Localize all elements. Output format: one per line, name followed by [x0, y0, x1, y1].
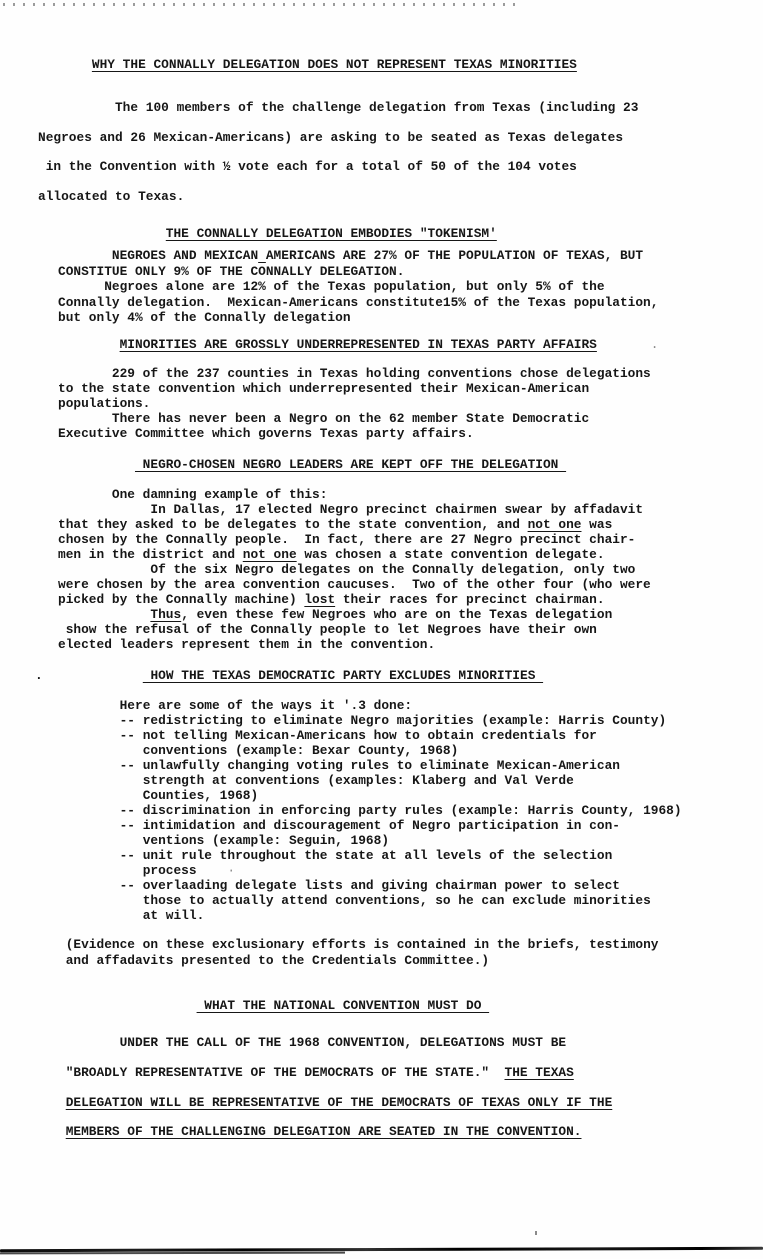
text-run: Executive Committee which governs Texas party affairs.	[58, 426, 474, 441]
negro-leaders-paragraphs	[58, 487, 651, 652]
heading-underrepresented	[58, 337, 658, 352]
underlined-text: THE CONNALLY DELEGATION EMBODIES "TOKENISM'	[165, 226, 497, 241]
text-line	[58, 1117, 612, 1147]
text-line	[58, 878, 682, 893]
text-run: -- unit rule throughout the state at all levels of the selection	[119, 848, 613, 863]
text-run: process	[142, 863, 197, 878]
text-line	[58, 908, 682, 923]
underlined-text: MINORITIES ARE GROSSLY UNDERREPRESENTED IN TEXAS PARTY AFFAIRS	[119, 337, 597, 352]
text-run: "BROADLY REPRESENTATIVE OF THE DEMOCRATS OF THE STATE."	[65, 1064, 505, 1080]
heading-line	[38, 57, 577, 72]
underlined-text: lost	[304, 592, 336, 607]
text-line	[58, 532, 651, 547]
text-run: -- unlawfully changing voting rules to eliminate Mexican-American	[119, 758, 620, 773]
text-line	[58, 396, 651, 411]
text-line	[58, 848, 682, 863]
text-run: was chosen a state convention delegate.	[296, 547, 605, 562]
text-run: elected leaders represent them in the convention.	[58, 637, 436, 652]
text-run: Counties, 1968)	[142, 788, 259, 803]
text-run: The 100 members of the challenge delegation from Texas (including 23	[114, 100, 639, 115]
text-run: populations.	[58, 396, 151, 411]
text-line	[58, 366, 651, 381]
text-run: were chosen by the area convention caucuses. Two of the other four (who were	[58, 577, 651, 592]
evidence-note	[58, 937, 658, 968]
text-run: There has never been a Negro on the 62 member State Democratic	[111, 411, 590, 426]
underlined-text: HOW THE TEXAS DEMOCRATIC PARTY EXCLUDES MINORITIES	[142, 668, 544, 683]
text-run: and affadavits presented to the Credentials Committee.)	[65, 952, 490, 968]
text-run: -- redistricting to eliminate Negro majorities (example: Harris County)	[119, 713, 667, 728]
text-run: at will.	[142, 908, 205, 923]
heading-negro-leaders	[58, 457, 566, 472]
text-run: but only 4% of the Connally delegation	[58, 310, 351, 325]
text-line	[58, 411, 651, 426]
text-line	[38, 123, 638, 153]
text-line	[58, 758, 682, 773]
stray-mark	[535, 1231, 537, 1235]
tokenism-paragraphs	[58, 248, 658, 326]
text-line	[58, 743, 682, 758]
text-line	[58, 248, 658, 264]
text-run: CONSTITUE ONLY 9% OF THE CONNALLY DELEGATION.	[58, 263, 405, 279]
text-line	[58, 1028, 612, 1058]
text-run: show the refusal of the Connally people to let Negroes have their own	[65, 622, 597, 637]
underrepresented-paragraphs	[58, 366, 651, 441]
bottom-scan-line-2	[0, 1252, 345, 1254]
text-line	[38, 182, 638, 212]
text-run: strength at conventions (examples: Klaberg and Val Verde	[142, 773, 574, 788]
text-run: ventions (example: Seguin, 1968)	[142, 833, 390, 848]
text-line	[58, 502, 651, 517]
text-run: In Dallas, 17 elected Negro precinct chairmen swear by affadavit	[150, 502, 644, 517]
text-line	[58, 426, 651, 441]
text-line	[58, 833, 682, 848]
text-run: Of the six Negro delegates on the Connally delegation, only two	[150, 562, 636, 577]
underlined-text: not one	[242, 547, 297, 562]
text-line	[58, 803, 682, 818]
text-run: Connally delegation. Mexican-Americans constitute15% of the Texas population,	[58, 294, 659, 310]
text-line	[58, 698, 682, 713]
text-run: to the state convention which underrepresented their Mexican-American	[58, 381, 590, 396]
page-title	[38, 57, 577, 72]
text-run: NEGROES AND MEXICAN	[111, 248, 259, 263]
text-run: that they asked to be delegates to the state convention, and	[58, 517, 528, 532]
text-line	[58, 1058, 612, 1088]
text-run: , even these few Negroes who are on the Texas delegation	[181, 607, 613, 622]
text-run: UNDER THE CALL OF THE 1968 CONVENTION, DELEGATIONS MUST BE	[119, 1035, 567, 1050]
underlined-text: DELEGATION WILL BE REPRESENTATIVE OF THE DEMOCRATS OF TEXAS ONLY IF THE	[65, 1094, 613, 1110]
text-line	[58, 893, 682, 908]
text-line	[58, 295, 658, 311]
text-run: -- intimidation and discouragement of Negro participation in con-	[119, 818, 620, 833]
underlined-text: WHAT THE NATIONAL CONVENTION MUST DO	[196, 998, 490, 1013]
top-dotted-line	[3, 3, 519, 6]
underlined-text: THE TEXAS	[504, 1064, 574, 1080]
underlined-text: WHY THE CONNALLY DELEGATION DOES NOT REPRESENT TEXAS MINORITIES	[91, 57, 577, 72]
heading-line	[58, 457, 566, 472]
text-line	[58, 310, 658, 326]
text-line	[58, 713, 682, 728]
text-line	[38, 152, 638, 182]
text-line	[58, 863, 682, 878]
text-line	[58, 279, 658, 295]
text-line	[58, 1088, 612, 1118]
heading-convention-must-do	[58, 998, 489, 1013]
text-run: allocated to Texas.	[38, 188, 185, 204]
bottom-scan-line	[0, 1247, 763, 1252]
heading-line	[58, 337, 658, 352]
text-run: chosen by the Connally people. In fact, there are 27 Negro precinct chair-	[58, 532, 636, 547]
text-line	[58, 264, 658, 280]
underlined-text: NEGRO-CHOSEN NEGRO LEADERS ARE KEPT OFF THE DELEGATION	[134, 457, 567, 472]
intro-paragraph	[38, 93, 638, 211]
text-run: in the Convention with ½ vote each for a total of 50 of the 104 votes	[45, 159, 577, 175]
text-line	[58, 622, 651, 637]
text-run: Here are some of the ways it '.3 done:	[119, 698, 413, 713]
text-line	[58, 487, 651, 502]
text-line	[58, 937, 658, 953]
heading-line	[58, 226, 497, 241]
underlined-text: Thus	[150, 607, 182, 622]
text-run: picked by the Connally machine)	[58, 592, 305, 607]
text-run: 229 of the 237 counties in Texas holding conventions chose delegations	[111, 366, 651, 381]
heading-party-excludes	[35, 668, 543, 683]
text-run: their races for precinct chairman.	[335, 592, 605, 607]
text-run: -- not telling Mexican-Americans how to obtain credentials for	[119, 728, 597, 743]
text-run: .	[35, 668, 143, 683]
text-run: men in the district and	[58, 547, 243, 562]
text-run: One damning example of this:	[111, 487, 328, 502]
text-line	[58, 637, 651, 652]
text-line	[58, 728, 682, 743]
underlined-text	[258, 248, 266, 263]
text-line	[58, 562, 651, 577]
heading-line	[35, 668, 543, 683]
underlined-text: not one	[527, 517, 582, 532]
text-line	[58, 818, 682, 833]
text-line	[58, 592, 651, 607]
text-line	[58, 953, 658, 969]
text-line	[58, 773, 682, 788]
text-run: .	[596, 337, 659, 352]
text-line	[58, 577, 651, 592]
text-line	[58, 547, 651, 562]
text-run: (Evidence on these exclusionary efforts is contained in the briefs, testimony	[65, 937, 659, 952]
text-run: AMERICANS ARE 27% OF THE POPULATION OF TEXAS, BUT	[265, 248, 644, 263]
text-line	[38, 93, 638, 123]
heading-tokenism	[58, 226, 497, 241]
text-run: Negroes and 26 Mexican-Americans) are asking to be seated as Texas delegates	[38, 129, 624, 145]
text-run: -- overlaading delegate lists and giving chairman power to select	[119, 878, 620, 893]
text-line	[58, 517, 651, 532]
underlined-text: MEMBERS OF THE CHALLENGING DELEGATION ARE SEATED IN THE CONVENTION.	[65, 1124, 582, 1140]
text-line	[58, 381, 651, 396]
text-run: those to actually attend conventions, so he can exclude minorities	[142, 893, 651, 908]
text-run: ·	[196, 863, 236, 878]
text-run: Negroes alone are 12% of the Texas population, but only 5% of the	[104, 279, 605, 294]
text-run: was	[581, 517, 613, 532]
text-run: -- discrimination in enforcing party rules (example: Harris County, 1968)	[119, 803, 682, 818]
text-run: conventions (example: Bexar County, 1968)	[142, 743, 459, 758]
heading-line	[58, 998, 489, 1013]
text-line	[58, 607, 651, 622]
text-line	[58, 788, 682, 803]
exclusion-methods-list	[58, 698, 682, 923]
closing-paragraph	[58, 1028, 612, 1147]
